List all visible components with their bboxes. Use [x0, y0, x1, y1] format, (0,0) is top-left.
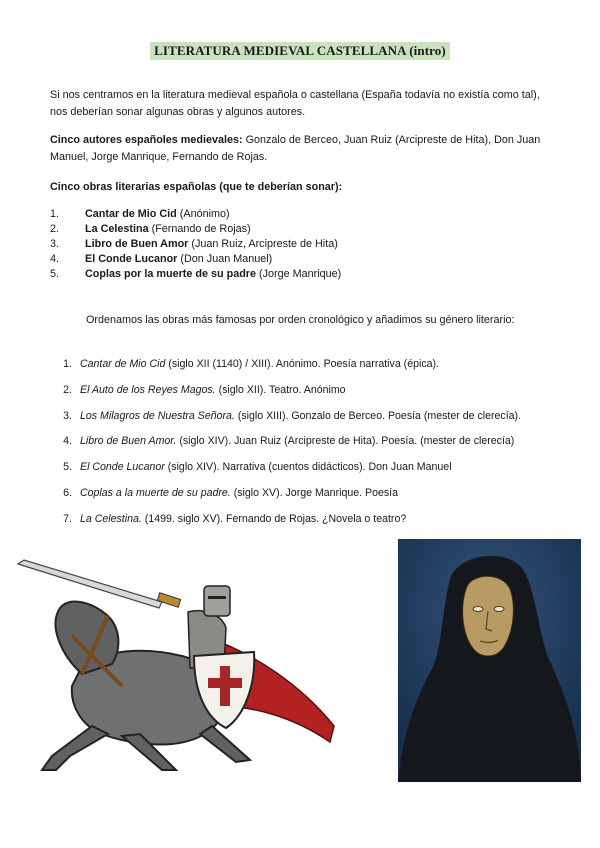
intro-paragraph	[50, 87, 562, 121]
left-eye	[473, 607, 483, 612]
works-list	[50, 207, 562, 282]
chrono-number: 7.	[63, 512, 72, 525]
works-heading: Cinco obras literarias españolas (que te deberían sonar):	[50, 181, 343, 193]
chrono-title: Cantar de Mio Cid	[80, 358, 166, 370]
page-title-wrapper	[0, 42, 600, 60]
chrono-title: Libro de Buen Amor.	[80, 435, 177, 448]
work-author: (Juan Ruiz, Arcipreste de Hita)	[188, 238, 338, 250]
chrono-detail: (siglo XIV). Juan Ruiz (Arcipreste de Hita). Poesía. (mester de clerecía)	[176, 435, 515, 448]
work-author: (Fernando de Rojas)	[148, 223, 251, 235]
list-item	[58, 382, 578, 408]
works-number: 1.	[50, 208, 60, 220]
work-title: El Conde Lucanor	[85, 253, 178, 265]
authors-paragraph	[50, 132, 562, 166]
intro-line-1: Si nos centramos en la literatura medieval española o castellana (España todavía no existía como tal),	[50, 89, 540, 101]
list-item	[58, 356, 578, 382]
page-title: LITERATURA MEDIEVAL CASTELLANA (intro)	[150, 42, 450, 60]
horse-leg	[200, 726, 250, 762]
list-item	[58, 433, 578, 459]
knight-helmet	[204, 586, 230, 616]
list-item	[50, 252, 562, 267]
list-item	[58, 511, 578, 537]
chrono-detail: (siglo XII). Teatro. Anónimo	[215, 383, 346, 396]
chrono-number: 4.	[63, 435, 72, 448]
list-item	[58, 459, 578, 485]
works-number: 4.	[50, 253, 60, 265]
chrono-detail: (1499. siglo XV). Fernando de Rojas. ¿Novela o teatro?	[141, 512, 407, 525]
list-item	[50, 237, 562, 252]
list-item	[58, 408, 578, 434]
work-title: La Celestina	[85, 223, 149, 235]
intro-line-2: nos deberían sonar algunas obras y algunos autores.	[50, 106, 306, 118]
chrono-number: 5.	[63, 461, 72, 474]
list-item	[50, 207, 562, 222]
chrono-title: El Conde Lucanor	[80, 461, 165, 474]
work-title: Coplas por la muerte de su padre	[85, 268, 256, 280]
authors-label: Cinco autores españoles medievales:	[50, 134, 243, 146]
chrono-title: La Celestina.	[80, 512, 142, 525]
work-title: Libro de Buen Amor	[85, 238, 189, 250]
chrono-title: Coplas a la muerte de su padre.	[80, 486, 231, 499]
chrono-title: El Auto de los Reyes Magos.	[80, 383, 216, 396]
chrono-number: 2.	[63, 383, 72, 396]
chrono-detail: (siglo XII (1140) / XIII). Anónimo. Poesía narrativa (épica).	[165, 358, 439, 370]
work-author: (Anónimo)	[176, 208, 230, 220]
chrono-detail: (siglo XIV). Narrativa (cuentos didácticos). Don Juan Manuel	[164, 461, 452, 474]
horse-leg	[42, 726, 108, 770]
authors-line-2: Manuel, Jorge Manrique, Fernando de Rojas.	[50, 151, 268, 163]
chrono-detail: (siglo XV). Jorge Manrique. Poesía	[230, 486, 398, 499]
list-item	[58, 485, 578, 511]
work-title: Cantar de Mio Cid	[85, 208, 177, 220]
chrono-number: 3.	[63, 409, 72, 422]
chrono-list	[58, 356, 578, 537]
sword-blade	[18, 560, 162, 608]
authors-line-1	[50, 132, 562, 149]
work-author: (Jorge Manrique)	[256, 268, 342, 280]
works-number: 2.	[50, 223, 60, 235]
order-intro: Ordenamos las obras más famosas por orden cronológico y añadimos su género literario:	[86, 314, 515, 326]
authors-text-1: Gonzalo de Berceo, Juan Ruiz (Arcipreste de Hita), Don Juan	[242, 134, 541, 146]
celestina-portrait	[398, 539, 581, 782]
list-item	[50, 267, 562, 282]
works-number: 5.	[50, 268, 60, 280]
list-item	[50, 222, 562, 237]
chrono-number: 6.	[63, 486, 72, 499]
knight-illustration	[12, 556, 338, 774]
helmet-visor	[208, 596, 226, 599]
work-author: (Don Juan Manuel)	[177, 253, 273, 265]
right-eye	[494, 607, 504, 612]
chrono-title: Los Milagros de Nuestra Señora.	[80, 409, 235, 422]
chrono-detail: (siglo XIII). Gonzalo de Berceo. Poesía (mester de clerecía).	[234, 409, 522, 422]
works-number: 3.	[50, 238, 60, 250]
chrono-number: 1.	[63, 358, 72, 370]
